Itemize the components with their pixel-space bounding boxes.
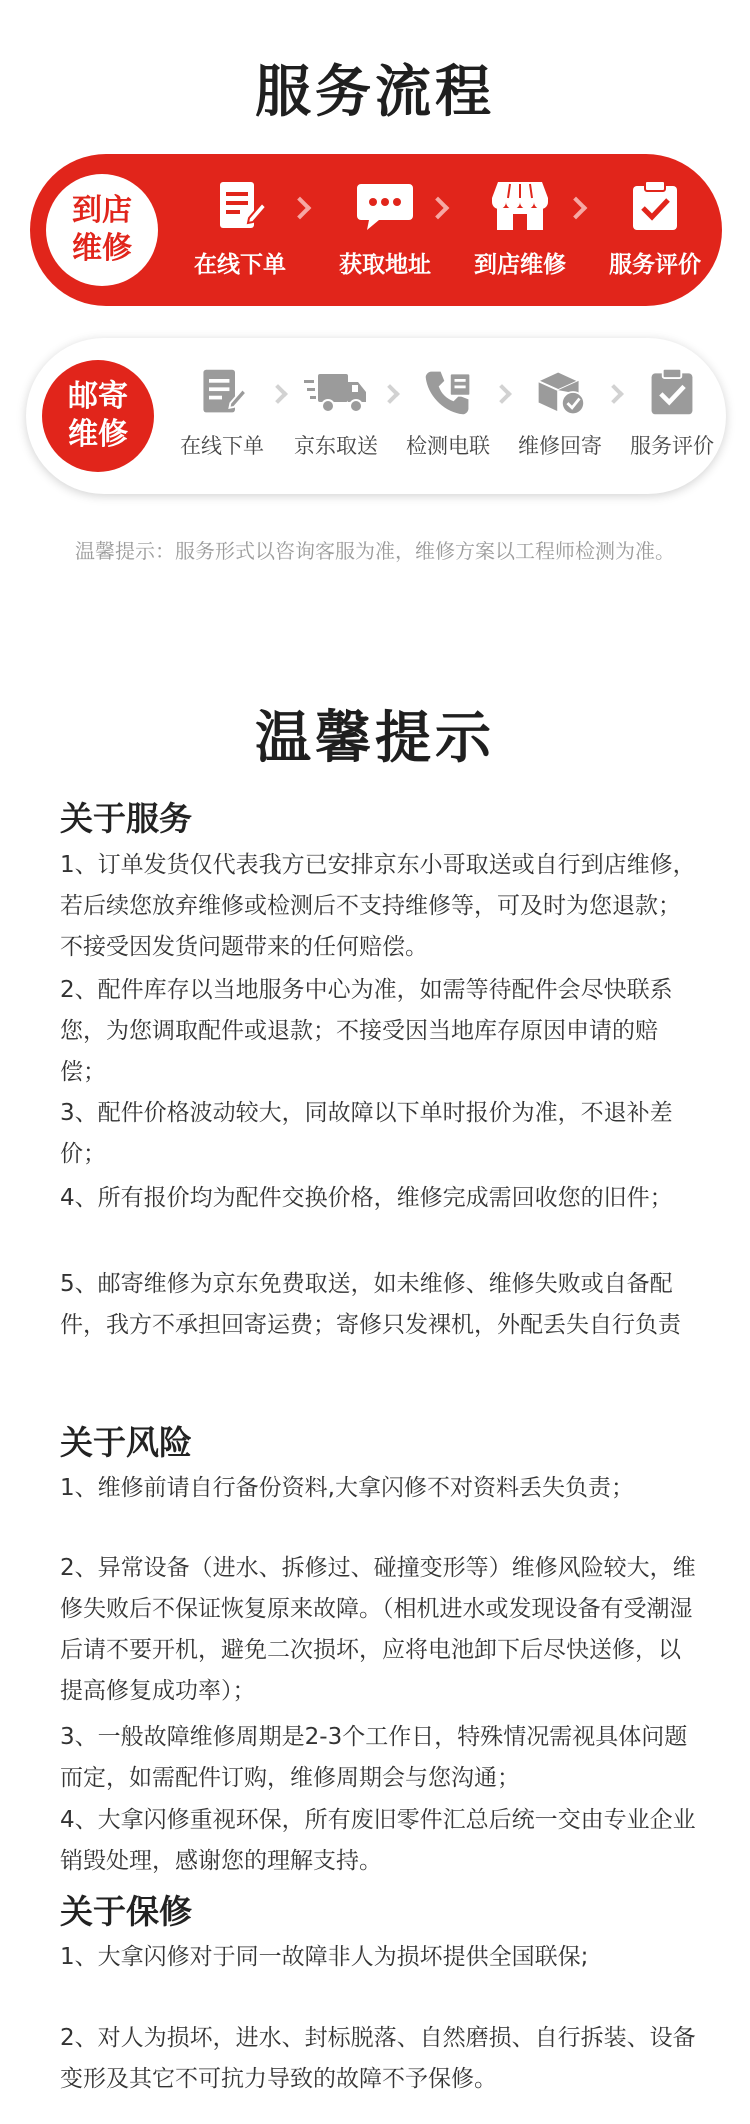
mail-in-step-inspect-label: 检测电联: [406, 434, 490, 458]
warranty-item-1: 1、大拿闪修对于同一故障非人为损坏提供全国联保;: [60, 1944, 589, 1970]
warranty-item-2: 2、对人为损坏，进水、封标脱落、自然磨损、自行拆装、设备变形及其它不可抗力导致的故障不予保修。: [60, 2025, 696, 2092]
clipboard-check-icon: [627, 178, 683, 234]
storefront-icon: [490, 178, 550, 234]
risk-item-2: 2、异常设备（进水、拆修过、碰撞变形等）维修风险较大，维修失败后不保证恢复原来故障。（相机进水或发现设备有受潮湿后请不要开机，避免二次损坏，应将电池卸下后尽快送修，以提高修复成功率）；: [60, 1555, 696, 1704]
service-process-title: 服务流程: [255, 60, 495, 125]
delivery-truck-icon: [304, 366, 368, 418]
mail-in-step-inspect: [392, 366, 504, 460]
mail-in-step-review-label: 服务评价: [630, 434, 714, 458]
in-store-step-order-label: 在线下单: [194, 252, 286, 278]
section-heading-risk: 关于风险: [60, 1423, 192, 1462]
service-item-1: 1、订单发货仅代表我方已安排京东小哥取送或自行到店维修，若后续您放弃维修或检测后不支持维修等，可及时为您退款；不接受因发货问题带来的任何赔偿。: [60, 852, 696, 960]
clipboard-check-icon: [646, 366, 698, 418]
in-store-badge-line1: 到店: [72, 193, 132, 228]
service-hint: 温馨提示：服务形式以咨询客服为准，维修方案以工程师检测为准。: [75, 539, 675, 563]
mail-in-step-pickup-label: 京东取送: [294, 434, 378, 458]
package-return-icon: [532, 366, 588, 418]
service-item-2: 2、配件库存以当地服务中心为准，如需等待配件会尽快联系您，为您调取配件或退款；不接受因当地库存原因申请的赔偿；: [60, 977, 673, 1085]
in-store-step-visit-label: 到店维修: [474, 252, 566, 278]
in-store-step-order: [175, 178, 305, 279]
risk-item-4: 4、大拿闪修重视环保，所有废旧零件汇总后统一交由专业企业销毁处理，感谢您的理解支持。: [60, 1807, 696, 1874]
order-form-icon: [196, 366, 248, 418]
phone-call-icon: [422, 366, 474, 418]
service-item-4: 4、所有报价均为配件交换价格，维修完成需回收您的旧件；: [60, 1185, 673, 1211]
mail-in-step-order: [166, 366, 278, 460]
mail-in-badge-line2: 维修: [68, 417, 128, 452]
in-store-repair-badge: [46, 174, 158, 286]
mail-in-step-review: [616, 366, 728, 460]
mail-in-badge-line1: 邮寄: [68, 379, 128, 414]
in-store-step-review-label: 服务评价: [609, 252, 701, 278]
order-form-icon: [212, 178, 268, 234]
section-heading-warranty: 关于保修: [60, 1892, 192, 1931]
in-store-repair-banner: [30, 154, 722, 306]
in-store-step-address: [320, 178, 450, 279]
mail-in-step-pickup: [280, 366, 392, 460]
in-store-step-review: [590, 178, 720, 279]
service-item-3: 3、配件价格波动较大，同故障以下单时报价为准，不退补差价；: [60, 1100, 673, 1167]
mail-in-step-order-label: 在线下单: [180, 434, 264, 458]
section-heading-service: 关于服务: [60, 799, 192, 838]
risk-item-1: 1、维修前请自行备份资料,大拿闪修不对资料丢失负责；: [60, 1475, 634, 1501]
in-store-step-visit: [455, 178, 585, 279]
mail-in-repair-badge: [42, 360, 154, 472]
in-store-badge-line2: 维修: [72, 231, 132, 266]
risk-item-3: 3、一般故障维修周期是2-3个工作日，特殊情况需视具体问题而定，如需配件订购，维修周期会与您沟通；: [60, 1724, 688, 1791]
chat-bubble-icon: [355, 178, 415, 234]
service-item-5: 5、邮寄维修为京东免费取送，如未维修、维修失败或自备配件，我方不承担回寄运费；寄修只发裸机，外配丢失自行负责: [60, 1271, 681, 1338]
in-store-step-address-label: 获取地址: [339, 252, 431, 278]
tips-title: 温馨提示: [255, 706, 495, 771]
mail-in-step-return-label: 维修回寄: [518, 434, 602, 458]
mail-in-repair-banner: [26, 338, 726, 494]
mail-in-step-return: [504, 366, 616, 460]
